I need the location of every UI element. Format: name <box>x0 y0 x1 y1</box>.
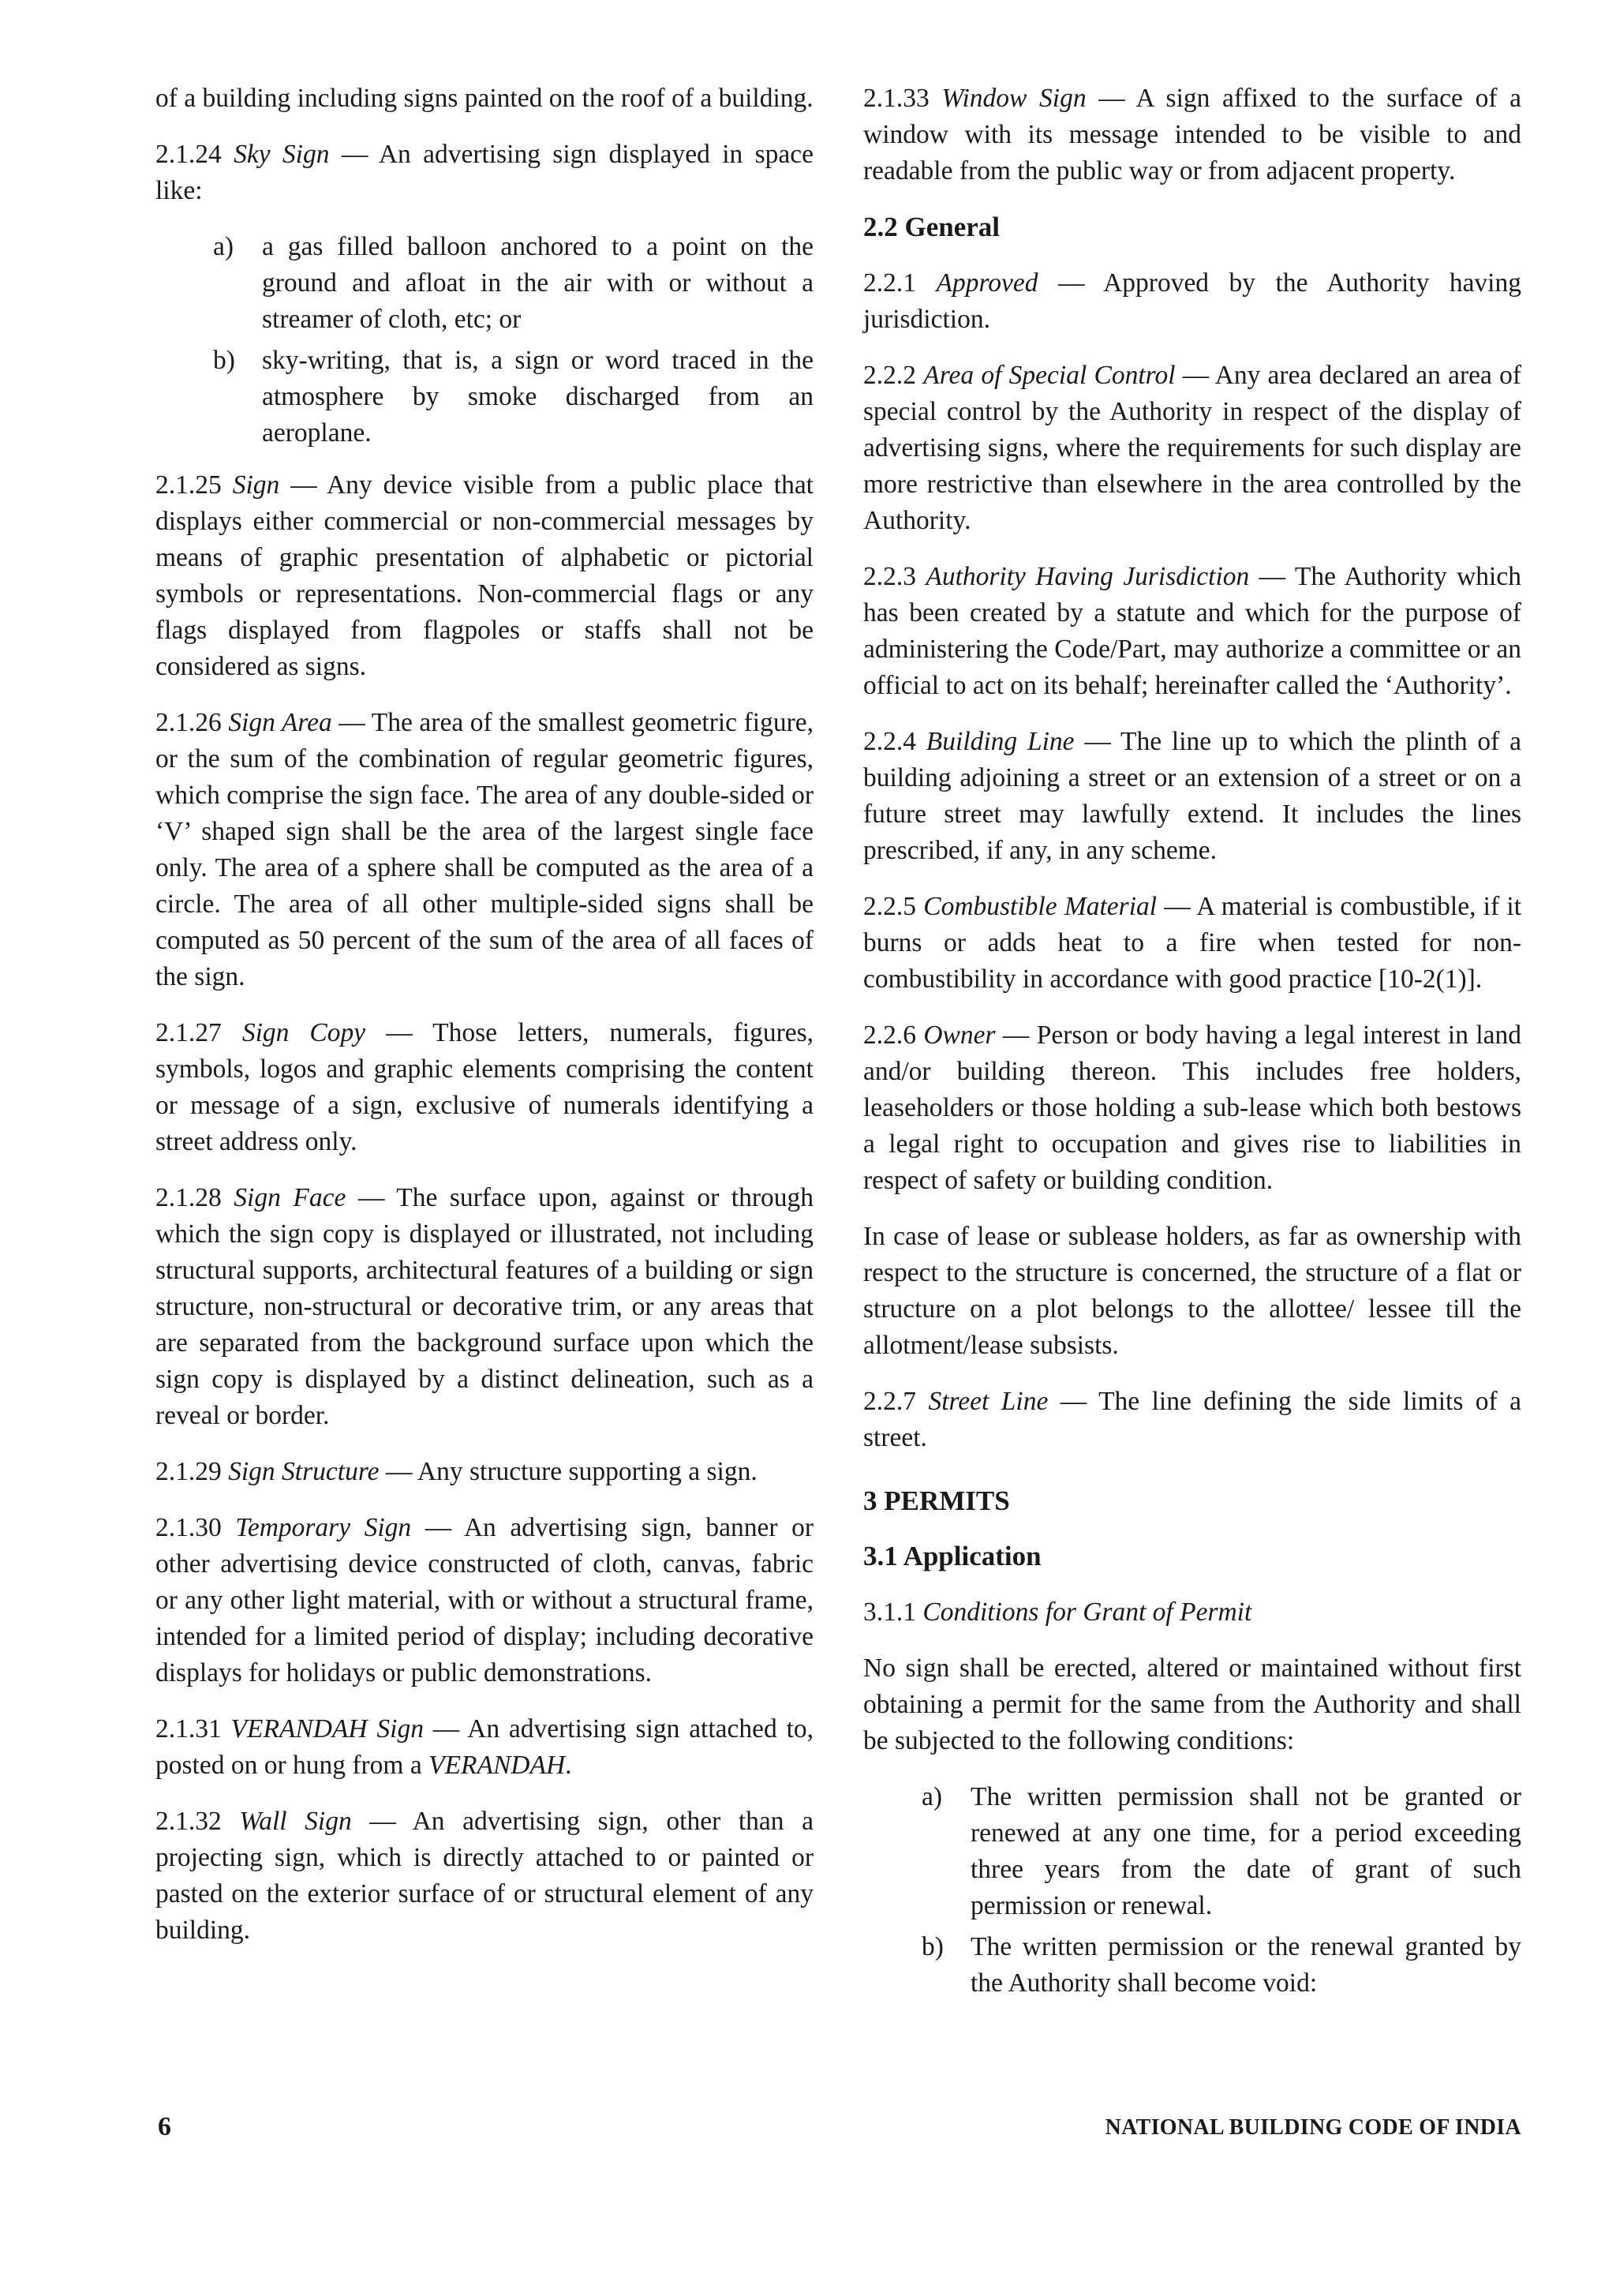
clause-term: Temporary Sign <box>235 1513 412 1542</box>
clause-number: 2.1.31 <box>155 1714 222 1744</box>
clause-number: 2.1.24 <box>155 140 222 169</box>
clause-term: Sign Copy <box>241 1018 366 1047</box>
clause-2-1-27 <box>155 1015 814 1160</box>
clause-2-1-24 <box>155 137 814 209</box>
clause-number: 2.2.3 <box>863 562 916 591</box>
clause-term: Building Line <box>926 727 1075 756</box>
heading-3-permits: 3 PERMITS <box>863 1485 1010 1516</box>
page-number: 6 <box>158 2112 171 2141</box>
clause-2-1-30 <box>155 1510 814 1691</box>
clause-number: 2.2.6 <box>863 1021 916 1050</box>
clause-2-1-29 <box>155 1454 814 1490</box>
list-marker: a) <box>922 1782 943 1811</box>
sky-sign-list <box>155 229 814 451</box>
clause-number: 2.1.33 <box>863 84 930 113</box>
clause-number: 2.1.28 <box>155 1183 222 1212</box>
clause-text: — The Authority which has been created by a statute and which for the purpose of administering the Code/Part, may authorize a committee or an official to act on its behalf; hereinafter called the ‘Authority’. <box>863 562 1521 700</box>
clause-text: — The area of the smallest geometric figure, or the sum of the combination of regular geometric figures, which comprise the sign face. The area of any double-sided or ‘V’ shaped sign shall be the area of the largest single face only. The area of a sphere shall be computed as the area of a circle. The area of all other multiple-sided signs shall be computed as 50 percent of the sum of the area of all faces of the sign. <box>155 708 814 991</box>
permit-conditions-list <box>863 1779 1521 2002</box>
clause-number: 2.2.2 <box>863 361 916 390</box>
clause-text-end: . <box>565 1751 572 1780</box>
list-item <box>863 1779 1521 1924</box>
list-item-text: a gas filled balloon anchored to a point on the ground and afloat in the air with or without a streamer of cloth, etc; or <box>262 232 814 334</box>
clause-term: Window Sign <box>941 84 1087 113</box>
clause-text: — Any device visible from a public place that displays either commercial or non-commercial messages by means of graphic presentation of alphabetic or pictorial symbols or representations. Non-commercial flags or any flags displayed from flagpoles or staffs shall not be considered as signs. <box>155 470 814 681</box>
clause-2-1-28 <box>155 1180 814 1434</box>
clause-2-1-26 <box>155 705 814 995</box>
left-column <box>155 81 814 1968</box>
clause-term: Street Line <box>928 1387 1049 1416</box>
clause-2-2-3 <box>863 559 1521 704</box>
clause-number: 3.1.1 <box>863 1597 916 1627</box>
heading-3-1-application: 3.1 Application <box>863 1541 1042 1571</box>
clause-text: — Any area declared an area of special control by the Authority in respect of the display of advertising signs, where the requirements for such display are more restrictive than elsewhere in the area controlled by the Authority. <box>863 361 1521 535</box>
clause-number: 2.1.30 <box>155 1513 222 1542</box>
clause-term: Sign <box>232 470 280 500</box>
clause-term: Owner <box>923 1021 996 1050</box>
clause-text: — Those letters, numerals, figures, symbols, logos and graphic elements comprising the content or message of a sign, exclusive of numerals identifying a street address only. <box>155 1018 814 1156</box>
clause-text: — Person or body having a legal interest in land and/or building thereon. This includes free holders, leaseholders or those holding a sub-lease which both bestows a legal right to occupation and gives rise to liabilities in respect of safety or building condition. <box>863 1021 1521 1195</box>
clause-text: — An advertising sign displayed in space like: <box>155 140 814 205</box>
heading-2-2-general: 2.2 General <box>863 212 1001 242</box>
clause-number: 2.2.1 <box>863 268 916 298</box>
clause-text: — The line up to which the plinth of a building adjoining a street or an extension of a street or on a future street may lawfully extend. It includes the lines prescribed, if any, in any scheme. <box>863 727 1521 865</box>
paragraph-no-sign: No sign shall be erected, altered or maintained without first obtaining a permit for the same from the Authority and shall be subjected to the following conditions: <box>863 1654 1521 1755</box>
list-marker: b) <box>922 1932 944 1961</box>
clause-text: — The surface upon, against or through which the sign copy is displayed or illustrated, not including structural supports, architectural features of a building or sign structure, non-structural or decorative trim, or any areas that are separated from the background surface upon which the sign copy is displayed by a distinct delineation, such as a reveal or border. <box>155 1183 814 1430</box>
clause-2-2-4 <box>863 724 1521 869</box>
list-item-text: The written permission shall not be granted or renewed at any one time, for a period exceeding three years from the date of grant of such permission or renewal. <box>971 1782 1521 1920</box>
clause-term: Authority Having Jurisdiction <box>926 562 1250 591</box>
clause-number: 2.1.25 <box>155 470 222 500</box>
clause-term: Area of Special Control <box>923 361 1176 390</box>
list-item <box>863 1929 1521 2002</box>
clause-number: 2.2.4 <box>863 727 916 756</box>
clause-text: — An advertising sign, other than a projecting sign, which is directly attached to or painted or pasted on the exterior surface of or structural element of any building. <box>155 1807 814 1945</box>
clause-term: Sign Face <box>234 1183 346 1212</box>
clause-2-2-1 <box>863 265 1521 338</box>
right-column <box>863 81 1521 2017</box>
clause-number: 2.1.26 <box>155 708 222 737</box>
clause-number: 2.1.29 <box>155 1457 222 1486</box>
list-item-text: The written permission or the renewal granted by the Authority shall become void: <box>971 1932 1521 1998</box>
clause-text: — A sign affixed to the surface of a window with its message intended to be visible to and readable from the public way or from adjacent property. <box>863 84 1521 185</box>
clause-term-verandah: VERANDAH <box>428 1751 566 1780</box>
clause-number: 2.2.5 <box>863 892 916 921</box>
clause-text: — An advertising sign attached to, posted on or hung from a <box>155 1714 814 1780</box>
clause-3-1-1 <box>863 1594 1521 1631</box>
clause-text: — A material is combustible, if it burns or adds heat to a fire when tested for non-combustibility in accordance with good practice [10-2(1)]. <box>863 892 1521 994</box>
running-footer-title: NATIONAL BUILDING CODE OF INDIA <box>1105 2115 1521 2140</box>
list-item <box>155 343 814 451</box>
clause-term: Sign Structure <box>228 1457 380 1486</box>
clause-2-2-5 <box>863 889 1521 998</box>
clause-2-1-32 <box>155 1803 814 1949</box>
clause-term: Conditions for Grant of Permit <box>922 1597 1252 1627</box>
clause-term: Sign Area <box>228 708 332 737</box>
paragraph-continued: of a building including signs painted on the roof of a building. <box>155 84 814 113</box>
clause-number: 2.1.27 <box>155 1018 222 1047</box>
clause-2-1-31 <box>155 1711 814 1784</box>
clause-number: 2.2.7 <box>863 1387 916 1416</box>
list-item <box>155 229 814 338</box>
clause-term: Approved <box>936 268 1038 298</box>
clause-term: VERANDAH Sign <box>230 1714 424 1744</box>
paragraph-lease: In case of lease or sublease holders, as far as ownership with respect to the structure is concerned, the structure of a flat or structure on a plot belongs to the allottee/ lessee till the allotment/lease subsists. <box>863 1222 1521 1360</box>
clause-2-1-33 <box>863 81 1521 189</box>
clause-2-2-2 <box>863 358 1521 539</box>
clause-2-1-25 <box>155 467 814 685</box>
list-item-text: sky-writing, that is, a sign or word traced in the atmosphere by smoke discharged from an aeroplane. <box>262 346 814 448</box>
clause-term: Combustible Material <box>923 892 1158 921</box>
clause-text: — Approved by the Authority having jurisdiction. <box>863 268 1521 334</box>
list-marker: b) <box>213 346 235 375</box>
clause-number: 2.1.32 <box>155 1807 222 1836</box>
clause-term: Sky Sign <box>234 140 330 169</box>
clause-term: Wall Sign <box>239 1807 352 1836</box>
clause-text: — The line defining the side limits of a street. <box>863 1387 1522 1452</box>
list-marker: a) <box>213 232 234 261</box>
clause-2-2-6 <box>863 1017 1521 1199</box>
clause-text: — Any structure supporting a sign. <box>379 1457 758 1486</box>
clause-text: — An advertising sign, banner or other advertising device constructed of cloth, canvas, fabric or any other light material, with or without a structural frame, intended for a limited period of display; including decorative displays for holidays or public demonstrations. <box>155 1513 814 1687</box>
clause-2-2-7 <box>863 1384 1521 1456</box>
